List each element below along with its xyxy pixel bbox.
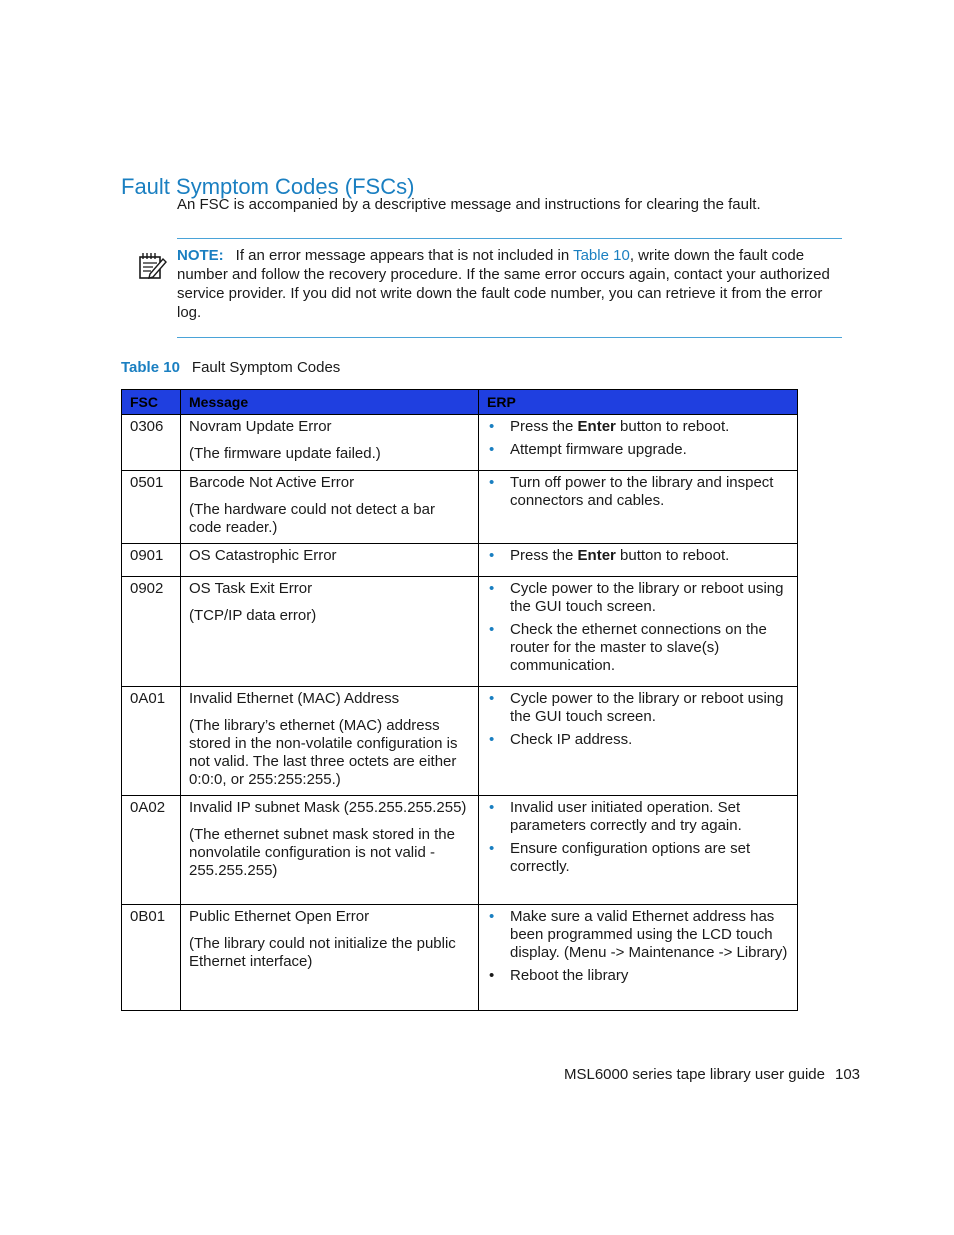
bullet-icon: •: [489, 908, 495, 925]
erp-cell: [479, 471, 798, 544]
bullet-icon: •: [489, 441, 495, 458]
bullet-icon: •: [489, 580, 495, 597]
message-title: Invalid IP subnet Mask (255.255.255.255): [189, 799, 467, 816]
fsc-code: 0902: [122, 577, 181, 687]
erp-step: [487, 547, 789, 565]
erp-text: Ensure configuration options are set correctly.: [510, 840, 751, 875]
header-fsc: FSC: [122, 390, 181, 415]
fsc-code: 0901: [122, 544, 181, 577]
message-detail: (The hardware could not detect a bar code reader.): [189, 501, 435, 536]
note-top-rule: [177, 238, 842, 239]
erp-text-after: button to reboot.: [615, 547, 730, 564]
table-row: [122, 796, 798, 905]
message-cell: [181, 905, 479, 1011]
table-row: [122, 687, 798, 796]
bullet-icon: •: [489, 799, 495, 816]
erp-list: [487, 690, 789, 749]
message-cell: [181, 796, 479, 905]
message-title: Public Ethernet Open Error: [189, 908, 370, 925]
erp-cell: [479, 415, 798, 471]
message-cell: [181, 687, 479, 796]
message-detail: (The ethernet subnet mask stored in the nonvolatile configuration is not valid - 255.255.255): [189, 826, 455, 879]
message-detail: (The firmware update failed.): [189, 445, 381, 462]
note-bottom-rule: [177, 337, 842, 338]
fault-symptom-codes-table: [121, 389, 798, 1011]
bullet-icon: •: [489, 840, 495, 857]
note-label: NOTE:: [177, 247, 224, 264]
erp-cell: [479, 544, 798, 577]
bullet-icon: •: [489, 621, 495, 638]
erp-text: Press the: [510, 547, 578, 564]
erp-cell: [479, 905, 798, 1011]
message-cell: [181, 471, 479, 544]
erp-text: Check the ethernet connections on the router for the master to slave(s) communication.: [510, 621, 767, 674]
fsc-code: 0306: [122, 415, 181, 471]
message-title: Invalid Ethernet (MAC) Address: [189, 690, 400, 707]
erp-list: [487, 799, 789, 876]
table-row: [122, 544, 798, 577]
erp-text: Reboot the library: [510, 967, 629, 984]
header-message: Message: [181, 390, 479, 415]
bullet-icon: •: [489, 731, 495, 748]
message-cell: [181, 415, 479, 471]
header-erp: ERP: [479, 390, 798, 415]
erp-text-after: button to reboot.: [615, 418, 730, 435]
message-detail: (TCP/IP data error): [189, 607, 317, 624]
bullet-icon: •: [489, 967, 495, 984]
message-detail: (The library’s ethernet (MAC) address stored in the non-volatile configuration is not valid. The last three octets are either 0:0:0, or 255:255:255.): [189, 717, 458, 788]
erp-key-name: Enter: [577, 547, 616, 564]
table-10-link[interactable]: Table 10: [573, 247, 630, 264]
message-cell: [181, 577, 479, 687]
erp-step: [487, 799, 789, 835]
message-title: OS Task Exit Error: [189, 580, 313, 597]
erp-key-name: Enter: [577, 418, 616, 435]
message-cell: [181, 544, 479, 577]
erp-step: [487, 418, 789, 436]
erp-list: [487, 580, 789, 675]
erp-step: [487, 690, 789, 726]
note-pad-icon: [137, 250, 167, 280]
message-detail: (The library could not initialize the public Ethernet interface): [189, 935, 456, 970]
footer-guide-title: MSL6000 series tape library user guide: [564, 1066, 825, 1083]
erp-step: [487, 967, 789, 985]
erp-text: Check IP address.: [510, 731, 633, 748]
erp-step: [487, 441, 789, 459]
erp-step: [487, 731, 789, 749]
table-caption-label: Table 10: [121, 359, 180, 376]
erp-text: Turn off power to the library and inspect connectors and cables.: [510, 474, 774, 509]
intro-text: An FSC is accompanied by a descriptive message and instructions for clearing the fault.: [177, 196, 761, 213]
message-title: Barcode Not Active Error: [189, 474, 355, 491]
bullet-icon: •: [489, 547, 495, 564]
table-row: [122, 471, 798, 544]
note-text-before: If an error message appears that is not included in: [235, 247, 574, 264]
erp-step: [487, 908, 789, 962]
erp-text: Attempt firmware upgrade.: [510, 441, 687, 458]
note-block: [177, 246, 842, 322]
erp-step: [487, 580, 789, 616]
erp-text: Cycle power to the library or reboot using the GUI touch screen.: [510, 580, 784, 615]
bullet-icon: •: [489, 474, 495, 491]
bullet-icon: •: [489, 690, 495, 707]
table-caption-title: Fault Symptom Codes: [191, 359, 341, 376]
erp-text: Make sure a valid Ethernet address has been programmed using the LCD touch display. (Menu -> Maintenance -> Library): [510, 908, 788, 961]
fsc-code: 0B01: [122, 905, 181, 1011]
message-title: OS Catastrophic Error: [189, 547, 337, 564]
erp-list: [487, 908, 789, 985]
erp-cell: [479, 687, 798, 796]
table-row: [122, 905, 798, 1011]
fsc-code: 0A01: [122, 687, 181, 796]
erp-text: Cycle power to the library or reboot using the GUI touch screen.: [510, 690, 784, 725]
erp-text: Invalid user initiated operation. Set parameters correctly and try again.: [510, 799, 742, 834]
note-text-after: , write down the fault code number and follow the recovery procedure. If the same error occurs again, contact your authorized service provider. If you did not write down the fault code number, you can retrieve it from the error log.: [177, 247, 830, 321]
erp-step: [487, 621, 789, 675]
page-number: 103: [834, 1066, 861, 1083]
table-row: [122, 577, 798, 687]
erp-text: Press the: [510, 418, 578, 435]
fsc-code: 0A02: [122, 796, 181, 905]
message-title: Novram Update Error: [189, 418, 332, 435]
page-footer: [564, 1066, 860, 1083]
erp-step: [487, 474, 789, 510]
table-header-row: [122, 390, 798, 415]
erp-list: [487, 418, 789, 459]
table-caption: [121, 359, 340, 376]
erp-list: [487, 547, 789, 565]
fsc-code: 0501: [122, 471, 181, 544]
erp-cell: [479, 577, 798, 687]
table-row: [122, 415, 798, 471]
section-heading: Fault Symptom Codes (FSCs): [121, 173, 415, 199]
erp-step: [487, 840, 789, 876]
bullet-icon: •: [489, 418, 495, 435]
erp-cell: [479, 796, 798, 905]
erp-list: [487, 474, 789, 510]
